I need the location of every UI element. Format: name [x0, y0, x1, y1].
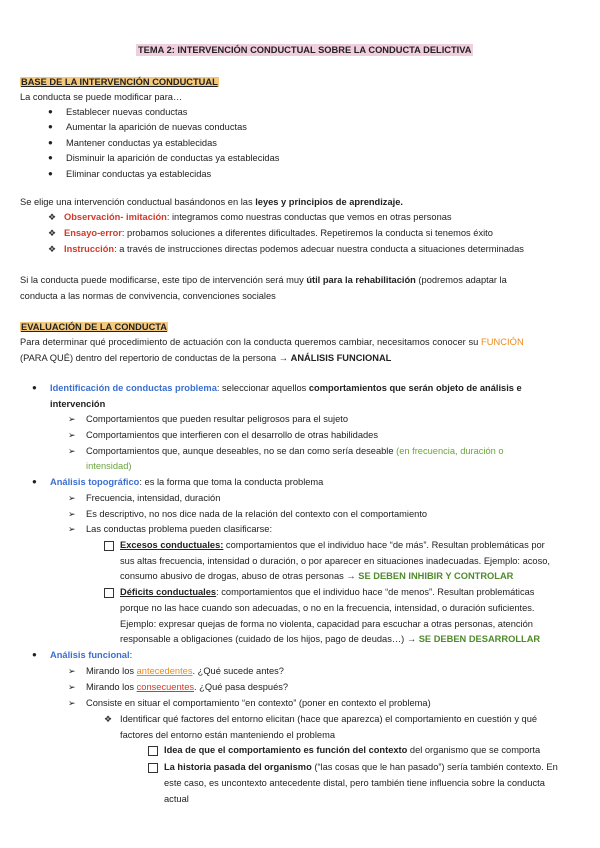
arrow-bullet-icon: ➢ [68, 430, 76, 440]
arrow-bullet-icon: ➢ [68, 446, 76, 456]
topografico-label: Análisis topográfico [50, 477, 140, 487]
list-item: Aumentar la aparición de nuevas conductas [66, 122, 247, 132]
instruccion-label: Instrucción [64, 244, 115, 254]
arrow-bullet-icon: ➢ [68, 493, 76, 503]
deficits-line4 [120, 633, 540, 645]
identificar-line1: Identificar qué factores del entorno elicitan (hace que aparezca) el comportamiento en cuestión y qué [120, 714, 538, 724]
historia-text: (“las cosas que le han pasado”) sería también contexto. En [311, 762, 558, 772]
analisis-funcional-bold: ANÁLISIS FUNCIONAL [290, 353, 392, 363]
bullet-dot-icon: ● [32, 383, 37, 392]
paragraph-leyes-bold: leyes y principios de aprendizaje. [255, 197, 403, 207]
list-item: Comportamientos que interfieren con el desarrollo de otras habilidades [86, 430, 378, 440]
funcional-line [50, 649, 132, 661]
arrow-bullet-icon: ➢ [68, 666, 76, 676]
evaluacion-line2-text: (PARA QUÉ) dentro del repertorio de conductas de la persona → [20, 353, 291, 363]
contexto-line [164, 744, 540, 756]
consecuentes-line [86, 681, 288, 693]
excesos-line1 [120, 539, 545, 551]
deseables-green-line2: intensidad) [86, 461, 132, 471]
list-item: Establecer nuevas conductas [66, 107, 188, 117]
antecedentes-word: antecedentes [136, 666, 193, 676]
observacion-text: : integramos como nuestras conductas que vemos en otras personas [166, 212, 452, 222]
deficits-line4-text: responsable a obligaciones (cuidado de los hijos, pago de deudas…) → [120, 634, 419, 644]
section-heading-base [20, 76, 219, 88]
paragraph-leyes [20, 196, 403, 208]
excesos-label: Excesos conductuales: [120, 540, 224, 550]
diamond-bullet-icon: ❖ [104, 714, 113, 724]
deseables-green: (en frecuencia, duración o [396, 446, 504, 456]
antecedentes-line [86, 665, 284, 677]
list-item: Consiste en situar el comportamiento “en contexto” (poner en contexto el problema) [86, 698, 431, 708]
consecuentes-pre: Mirando los [86, 682, 137, 692]
funcional-label: Análisis funcional [50, 650, 130, 660]
arrow-bullet-icon: ➢ [68, 414, 76, 424]
identificar-line2: factores del entorno están manteniendo el problema [120, 730, 335, 740]
list-item: Mantener conductas ya establecidas [66, 138, 217, 148]
list-item: Es descriptivo, no nos dice nada de la relación del contexto con el comportamiento [86, 509, 428, 519]
identificacion-bold: comportamientos que serán objeto de análisis e [308, 383, 522, 393]
list-item-observacion [64, 211, 452, 223]
arrow-bullet-icon: ➢ [68, 698, 76, 708]
deficits-green: SE DEBEN DESARROLLAR [418, 634, 541, 644]
antecedentes-post: . ¿Qué sucede antes? [192, 666, 284, 676]
ensayo-text: : probamos soluciones a diferentes dificultades. Repetiremos la conducta si tenemos éxito [121, 228, 493, 238]
identificacion-text: : seleccionar aquellos [216, 383, 309, 393]
section-heading-evaluacion-text: EVALUACIÓN DE LA CONDUCTA [21, 322, 167, 332]
paragraph-rehabilitacion [20, 274, 507, 286]
consecuentes-word: consecuentes [136, 682, 195, 692]
excesos-green: SE DEBEN INHIBIR Y CONTROLAR [358, 571, 514, 581]
bullet-dot-icon: ● [48, 122, 53, 131]
list-item-deseables [86, 445, 504, 457]
identificacion-label: Identificación de conductas problema [50, 383, 217, 393]
bullet-dot-icon: ● [32, 650, 37, 659]
historia-line1 [164, 761, 558, 773]
topografico-line [50, 476, 323, 488]
diamond-bullet-icon: ❖ [48, 212, 57, 222]
identificacion-line1 [50, 382, 522, 394]
excesos-line3 [120, 570, 513, 582]
rehab-bold: útil para la rehabilitación [306, 275, 416, 285]
historia-line3: actual [164, 794, 189, 804]
ensayo-label: Ensayo-error [64, 228, 122, 238]
list-item: Disminuir la aparición de conductas ya establecidas [66, 153, 280, 163]
bullet-dot-icon: ● [48, 138, 53, 147]
identificacion-line2: intervención [50, 399, 106, 409]
deficits-label: Déficits conductuales [120, 587, 217, 597]
bullet-dot-icon: ● [48, 169, 53, 178]
consecuentes-post: . ¿Qué pasa después? [194, 682, 289, 692]
rehab-text-b: (podremos adaptar la [415, 275, 507, 285]
paragraph-leyes-text: Se elige una intervención conductual basándonos en las [20, 197, 256, 207]
evaluacion-line1 [20, 336, 524, 348]
bullet-dot-icon: ● [32, 477, 37, 486]
deficits-text: : comportamientos que el individuo hace “de menos”. Resultan problemáticas [216, 587, 535, 597]
checkbox-icon [148, 763, 158, 773]
checkbox-icon [104, 541, 114, 551]
paragraph-rehabilitacion-line2: conducta a las normas de convivencia, convenciones sociales [20, 291, 276, 301]
arrow-bullet-icon: ➢ [68, 524, 76, 534]
historia-bold: La historia pasada del organismo [164, 762, 312, 772]
list-item: Eliminar conductas ya establecidas [66, 169, 212, 179]
contexto-bold: Idea de que el comportamiento es función del contexto [164, 745, 408, 755]
list-item: Comportamientos que pueden resultar peligrosos para el sujeto [86, 414, 349, 424]
topografico-text: : es la forma que toma la conducta problema [139, 477, 324, 487]
instruccion-text: : a través de instrucciones directas podemos adecuar nuestra conducta a situaciones determinadas [114, 244, 524, 254]
checkbox-icon [104, 588, 114, 598]
evaluacion-line2 [20, 352, 391, 364]
diamond-bullet-icon: ❖ [48, 244, 57, 254]
deficits-line1 [120, 586, 534, 598]
page-title: TEMA 2: INTERVENCIÓN CONDUCTUAL SOBRE LA CONDUCTA DELICTIVA [138, 45, 472, 55]
excesos-line2: sus altas frecuencia, intensidad o duración, o por aparecer en situaciones inadecuadas. Ejemplo: acoso, [120, 556, 550, 566]
evaluacion-line1-text: Para determinar qué procedimiento de actuación con la conducta queremos cambiar, necesitamos conocer su [20, 337, 482, 347]
arrow-bullet-icon: ➢ [68, 682, 76, 692]
excesos-line3-text: consumo abusivo de drogas, abuso de otras personas → [120, 571, 359, 581]
list-item: Las conductas problema pueden clasificarse: [86, 524, 273, 534]
bullet-dot-icon: ● [48, 107, 53, 116]
antecedentes-pre: Mirando los [86, 666, 137, 676]
list-item-instruccion [64, 243, 524, 255]
bullet-dot-icon: ● [48, 153, 53, 162]
diamond-bullet-icon: ❖ [48, 228, 57, 238]
rehab-text-a: Si la conducta puede modificarse, este tipo de intervención será muy [20, 275, 307, 285]
arrow-bullet-icon: ➢ [68, 509, 76, 519]
historia-line2: este caso, es uncontexto antecedente distal, pero también tiene influencia sobre la conducta [164, 778, 545, 788]
deficits-line3: Ejemplo: expresar quejas de forma no violenta, capacidad para escuchar a otras personas, atención [120, 619, 533, 629]
intro-text: La conducta se puede modificar para… [20, 92, 183, 102]
list-item-ensayo [64, 227, 493, 239]
list-item: Frecuencia, intensidad, duración [86, 493, 221, 503]
checkbox-icon [148, 746, 158, 756]
excesos-text: comportamientos que el individuo hace “de más”. Resultan problemáticas por [223, 540, 545, 550]
funcional-colon: : [129, 650, 133, 660]
deficits-line2: porque no las hace cuando son adecuadas, o no en la frecuencia, intensidad, o duración suficientes. [120, 603, 535, 613]
contexto-text: del organismo que se comporta [407, 745, 541, 755]
funcion-word: FUNCIÓN [481, 337, 524, 347]
deseables-text: Comportamientos que, aunque deseables, no se dan como sería deseable [86, 446, 397, 456]
section-heading-base-text: BASE DE LA INTERVENCIÓN CONDUCTUAL [21, 77, 218, 87]
section-heading-evaluacion [20, 321, 168, 333]
observacion-label: Observación- imitación [64, 212, 167, 222]
